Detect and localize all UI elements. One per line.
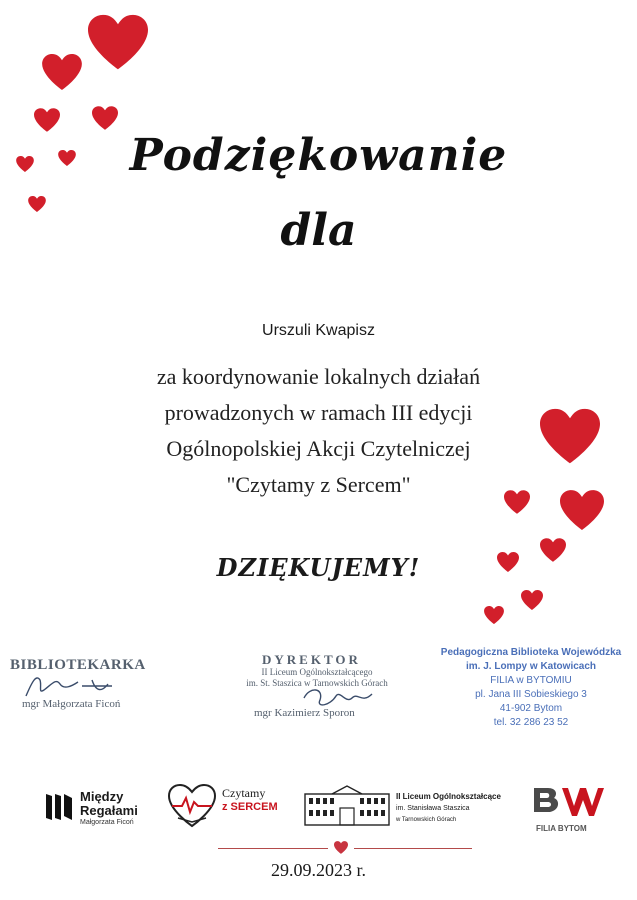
stamp-title: BIBLIOTEKARKA: [10, 657, 146, 673]
divider-right: [354, 848, 472, 849]
recipient-name: Urszuli Kwapisz: [262, 322, 375, 339]
body-line: Ogólnopolskiej Akcji Czytelniczej: [166, 436, 471, 461]
heart-icon: [334, 841, 348, 854]
filia-bytom-logo-icon: [532, 786, 604, 822]
logo-text: Między: [80, 789, 124, 804]
logo-text: FILIA BYTOM: [536, 824, 587, 833]
logo-text: Małgorzata Ficoń: [80, 819, 134, 826]
heart-icon: [484, 606, 504, 624]
heart-icon: [88, 14, 148, 70]
divider-left: [218, 848, 328, 849]
stamp-title: DYREKTOR: [262, 652, 361, 667]
logo-text: II Liceum Ogólnokształcące: [396, 792, 501, 801]
body-line: prowadzonych w ramach III edycji: [164, 400, 473, 425]
stamp-line: tel. 32 286 23 52: [493, 717, 569, 728]
heart-icon: [521, 590, 543, 610]
certificate-date: 29.09.2023 r.: [270, 860, 366, 880]
logo-text: im. Stanisława Staszica: [396, 805, 470, 812]
stamp-line: FILIA w BYTOMIU: [490, 675, 572, 686]
stamp-line: II Liceum Ogólnokształcącego: [261, 667, 373, 677]
logo-text: z SERCEM: [222, 801, 278, 813]
logo-text: Czytamy: [222, 786, 266, 800]
certificate-subtitle: dla: [280, 205, 357, 256]
stamp-line: im. J. Lompy w Katowicach: [465, 661, 597, 672]
stamp-line: 41-902 Bytom: [499, 703, 563, 714]
stamp-line: Pedagogiczna Biblioteka Wojewódzka: [440, 647, 622, 658]
stamp-name: mgr Małgorzata Ficoń: [22, 698, 121, 710]
heart-icon: [92, 106, 118, 130]
signature-icon: [22, 670, 132, 700]
certificate-title: Podziękowanie: [129, 130, 508, 181]
heart-icon: [42, 54, 82, 90]
stamp-line: im. St. Staszica w Tarnowskich Górach: [246, 678, 388, 688]
books-logo-icon: [44, 790, 76, 822]
thanks-heading: DZIĘKUJEMY!: [216, 553, 421, 582]
stamp-line: pl. Jana III Sobieskiego 3: [475, 689, 587, 700]
heart-icon: [34, 108, 60, 132]
logo-text: w Tarnowskich Górach: [396, 817, 457, 823]
body-line: za koordynowanie lokalnych działań: [156, 364, 481, 389]
logo-text: Regałami: [80, 803, 138, 818]
stamp-name: mgr Kazimierz Sporon: [254, 707, 355, 719]
heart-book-logo-icon: [166, 782, 218, 830]
school-building-icon: [304, 784, 390, 826]
body-line: "Czytamy z Sercem": [226, 472, 411, 497]
